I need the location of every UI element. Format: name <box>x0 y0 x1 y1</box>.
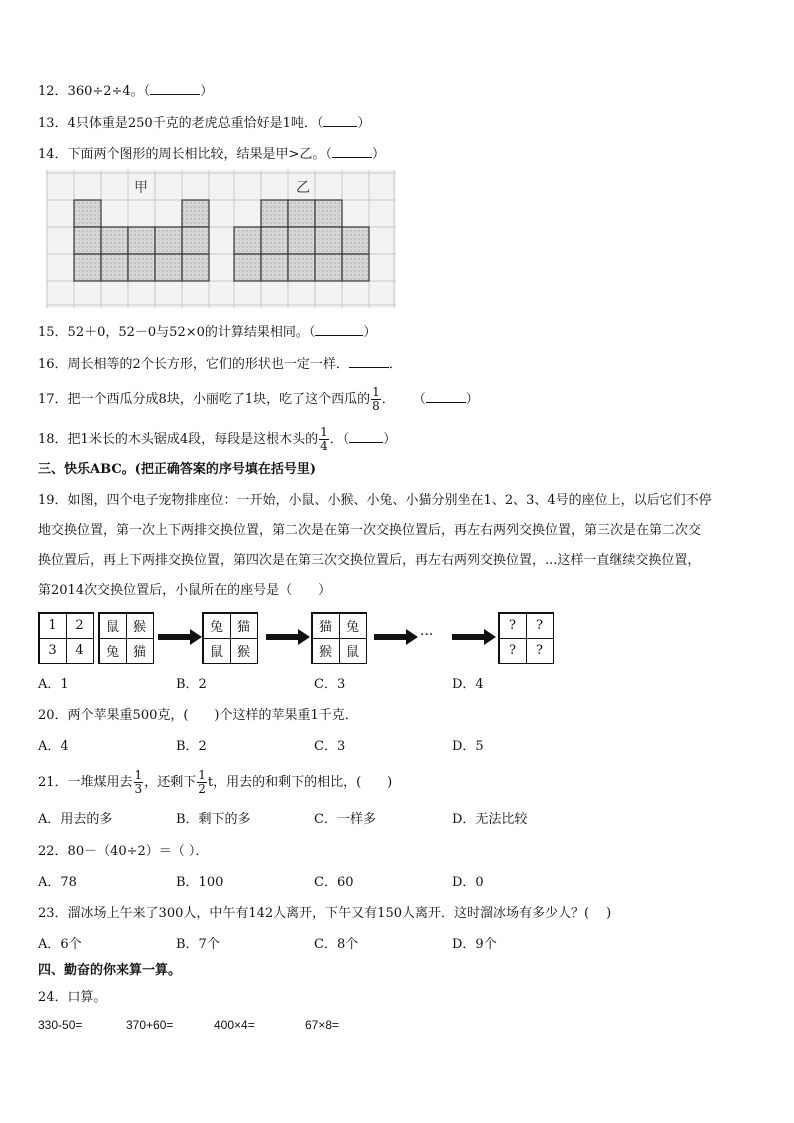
option-c[interactable]: C．3 <box>314 739 346 754</box>
fraction-one-eighth: $\frac{1}{8}$ <box>372 385 380 413</box>
option-a[interactable]: A．6个 <box>38 937 82 952</box>
question-18-text: 18．把1米长的木头锯成4段，每段是这根木头的 <box>38 432 319 447</box>
ellipsis: ··· <box>420 627 434 643</box>
question-14-text: 14．下面两个图形的周长相比较，结果是甲>乙。（ <box>38 147 332 162</box>
arrow-icon <box>158 634 192 640</box>
question-13-text: 13．4只体重是250千克的老虎总重恰好是1吨．（ <box>38 116 324 131</box>
answer-blank[interactable] <box>332 145 372 158</box>
option-a[interactable]: A．1 <box>38 677 69 692</box>
seat-grid-start: 鼠 猴 兔 猫 <box>98 612 154 664</box>
seat-grid-numbers: 1 2 3 4 <box>38 612 94 664</box>
section-3-heading: 三、快乐ABC。(把正确答案的序号填在括号里) <box>38 462 316 477</box>
option-b[interactable]: B．7个 <box>176 937 220 952</box>
option-a[interactable]: A．4 <box>38 739 69 754</box>
question-16: 16．周长相等的2个长方形，它们的形状也一定一样． ． <box>38 357 402 372</box>
option-b[interactable]: B．2 <box>176 677 207 692</box>
fraction-one-third: $\frac{1}{3}$ <box>134 768 143 796</box>
calc-item-3: 400×4= <box>214 1018 255 1032</box>
calc-item-2: 370+60= <box>126 1018 174 1032</box>
question-16-text: 16．周长相等的2个长方形，它们的形状也一定一样． <box>38 357 349 372</box>
question-19-line-2: 地交换位置，第一次上下两排交换位置，第二次是在第一次交换位置后，再左右两列交换位置，第三次是在第二次交 <box>38 523 702 538</box>
question-13: 13．4只体重是250千克的老虎总重恰好是1吨．（ ） <box>38 116 371 131</box>
question-21: 21．一堆煤用去 $\frac{1}{3}$ ，还剩下 $\frac{1}{2}$ t，用去的和剩下的相比，( ) <box>38 768 393 796</box>
question-22: 22．80－（40÷2）＝（ ）． <box>38 844 209 859</box>
calc-item-4: 67×8= <box>305 1018 340 1032</box>
option-c[interactable]: C．3 <box>314 677 346 692</box>
option-b[interactable]: B．剩下的多 <box>176 812 251 827</box>
question-23: 23．溜冰场上午来了300人，中午有142人离开，下午又有150人离开．这时溜冰场有多少人？( ) <box>38 906 612 921</box>
question-12: 12．360÷2÷4。（ ） <box>38 84 214 99</box>
answer-blank[interactable] <box>150 82 200 95</box>
answer-blank[interactable] <box>349 355 389 368</box>
answer-blank[interactable] <box>315 323 363 336</box>
label-yi: 乙 <box>296 180 310 196</box>
option-c[interactable]: C．8个 <box>314 937 359 952</box>
question-15: 15．52＋0，52－0与52×0的计算结果相同。（ ） <box>38 325 377 340</box>
perimeter-figure <box>46 170 396 308</box>
answer-blank[interactable] <box>349 430 383 443</box>
answer-blank[interactable] <box>323 114 357 127</box>
option-d[interactable]: D．5 <box>452 739 484 754</box>
question-24-title: 24．口算。 <box>38 990 107 1005</box>
answer-blank[interactable] <box>426 390 466 403</box>
option-b[interactable]: B．100 <box>176 875 224 890</box>
option-c[interactable]: C．一样多 <box>314 812 376 827</box>
option-b[interactable]: B．2 <box>176 739 207 754</box>
question-19-line-4: 第2014次交换位置后，小鼠所在的座号是（ ） <box>38 583 332 598</box>
section-4-heading: 四、勤奋的你来算一算。 <box>38 963 182 978</box>
seat-grid-step-1: 兔 猫 鼠 猴 <box>202 612 258 664</box>
question-17-text: 17．把一个西瓜分成8块，小丽吃了1块，吃了这个西瓜的 <box>38 392 371 407</box>
calc-item-1: 330-50= <box>38 1018 83 1032</box>
option-a[interactable]: A．用去的多 <box>38 812 113 827</box>
option-a[interactable]: A．78 <box>38 875 77 890</box>
fraction-one-half: $\frac{1}{2}$ <box>198 768 206 796</box>
arrow-icon <box>266 634 300 640</box>
question-20: 20．两个苹果重500克，( )个这样的苹果重1千克． <box>38 708 358 723</box>
question-15-text: 15．52＋0，52－0与52×0的计算结果相同。（ <box>38 325 316 340</box>
arrow-icon <box>452 634 486 640</box>
seat-grid-unknown: ? ? ? ? <box>498 612 554 664</box>
question-19-line-1: 19．如图，四个电子宠物排座位：一开始，小鼠、小猴、小兔、小猫分别坐在1、2、3、4号的座位上，以后它们不停 <box>38 493 712 508</box>
option-c[interactable]: C．60 <box>314 875 354 890</box>
option-d[interactable]: D．无法比较 <box>452 812 528 827</box>
question-14: 14．下面两个图形的周长相比较，结果是甲>乙。（ ） <box>38 147 385 162</box>
label-jia: 甲 <box>134 180 148 196</box>
question-17: 17．把一个西瓜分成8块，小丽吃了1块，吃了这个西瓜的 $\frac{1}{8}$ ． （ ） <box>38 385 479 413</box>
option-d[interactable]: D．9个 <box>452 937 497 952</box>
seat-grid-step-2: 猫 兔 猴 鼠 <box>311 612 367 664</box>
fraction-one-quarter: $\frac{1}{4}$ <box>320 425 328 453</box>
option-d[interactable]: D．0 <box>452 875 484 890</box>
question-19-line-3: 换位置后，再上下两排交换位置，第四次是在第三次交换位置后，再左右两列交换位置，...这样一直继续交换位置， <box>38 553 701 568</box>
option-d[interactable]: D．4 <box>452 677 484 692</box>
question-12-text: 12．360÷2÷4。（ <box>38 84 151 99</box>
arrow-icon <box>374 634 408 640</box>
question-18: 18．把1米长的木头锯成4段，每段是这根木头的 $\frac{1}{4}$ ．（ ） <box>38 425 397 453</box>
